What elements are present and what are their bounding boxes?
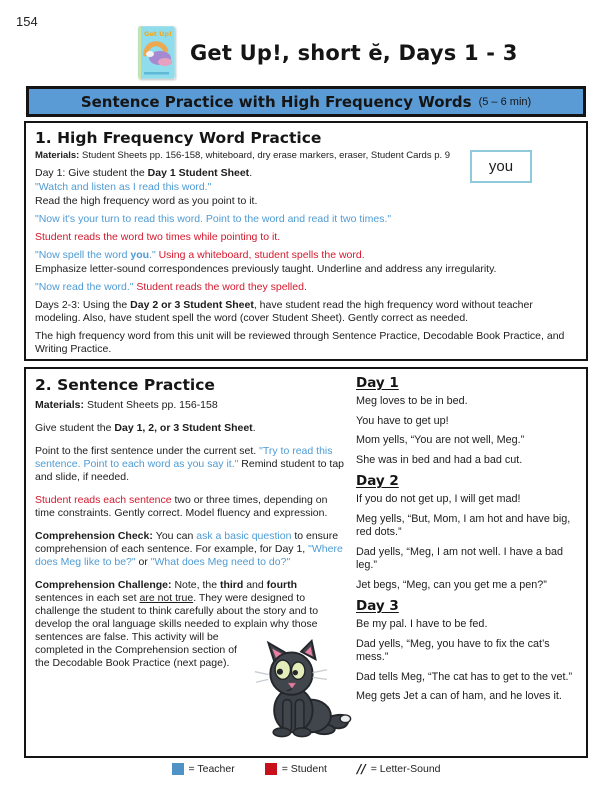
day-2-heading: Day 2 bbox=[356, 473, 399, 489]
day-2-sentence: Jet begs, “Meg, can you get me a pen?” bbox=[356, 578, 547, 591]
instruction-paragraph: Read the high frequency word as you point to it. bbox=[35, 194, 258, 207]
high-frequency-word-practice-section bbox=[24, 121, 588, 361]
section1-materials: Materials: Student Sheets pp. 156-158, whiteboard, dry erase markers, eraser, Student Cards p. 9 bbox=[35, 150, 451, 161]
instruction-paragraph: Days 2-3: Using the Day 2 or 3 Student Sheet, have student read the high frequency word without teacher modeling. Also, have student spell the word (cover Student Sheet). Gently correct as needed. bbox=[35, 298, 533, 324]
section2-materials: Materials: Student Sheets pp. 156-158 bbox=[35, 399, 218, 411]
svg-text:Get Up!: Get Up! bbox=[143, 30, 173, 38]
day-1-heading: Day 1 bbox=[356, 375, 399, 391]
legend-letter-sound-label: = Letter-Sound bbox=[370, 763, 441, 775]
section-banner bbox=[26, 86, 586, 117]
legend-teacher bbox=[172, 763, 235, 775]
letter-sound-symbol: // bbox=[356, 762, 366, 776]
day-2-sentence: Dad yells, “Meg, I am not well. I have a bad leg.” bbox=[356, 545, 564, 571]
teacher-student-line: "Now spell the word you." Using a whiteboard, student spells the word. bbox=[35, 248, 365, 261]
instruction-paragraph: Day 1: Give student the Day 1 Student Sheet. bbox=[35, 166, 253, 179]
legend-teacher-label: = Teacher bbox=[188, 763, 235, 775]
banner-title: Sentence Practice with High Frequency Words bbox=[80, 92, 472, 111]
day-3-sentence: Dad tells Meg, “The cat has to get to the vet.” bbox=[356, 670, 573, 683]
day-1-sentence: Meg loves to be in bed. bbox=[356, 395, 468, 407]
legend-student-label: = Student bbox=[281, 763, 327, 775]
day-3-sentence: Be my pal. I have to be fed. bbox=[356, 618, 488, 630]
day-2-sentence: Meg yells, “But, Mom, I am hot and have big, red dots.” bbox=[356, 512, 571, 538]
student-color-swatch bbox=[265, 763, 277, 775]
day-1-sentence: You have to get up! bbox=[356, 414, 449, 427]
page-header bbox=[138, 26, 518, 79]
page-number: 154 bbox=[16, 14, 38, 29]
day-3-sentence: Meg gets Jet a can of ham, and he loves it. bbox=[356, 690, 562, 702]
sentence-practice-instructions-column bbox=[35, 375, 347, 735]
teacher-script-line: "Now it's your turn to read this word. Point to the word and read it two times." bbox=[35, 212, 392, 225]
cat-illustration bbox=[243, 579, 347, 735]
color-legend bbox=[0, 762, 612, 776]
book-cover-icon bbox=[138, 26, 175, 79]
instruction-paragraph: Emphasize letter-sound correspondences previously taught. Underline and address any irregularity. bbox=[35, 262, 497, 275]
instruction-paragraph: Point to the first sentence under the current set. "Try to read this sentence. Point to each word as you say it." Remind student to tap and slide, if needed. bbox=[35, 445, 344, 483]
day-2-sentence: If you do not get up, I will get mad! bbox=[356, 493, 521, 505]
instruction-paragraph: The high frequency word from this unit will be reviewed through Sentence Practice, Decodable Book Practice, and Writing Practice. bbox=[35, 329, 565, 355]
banner-duration: (5 – 6 min) bbox=[478, 95, 532, 108]
instruction-paragraph: Give student the Day 1, 2, or 3 Student Sheet. bbox=[35, 422, 256, 434]
day-sentences-column bbox=[356, 373, 578, 710]
day-1-sentence: Mom yells, “You are not well, Meg.” bbox=[356, 434, 525, 446]
section2-heading: 2. Sentence Practice bbox=[35, 376, 215, 394]
section1-heading: 1. High Frequency Word Practice bbox=[35, 129, 322, 147]
comprehension-check-paragraph: Comprehension Check: You can ask a basic question to ensure comprehension of each sentence. For example, for Day 1, "Where does Meg like to be?" or "What does Meg need to do?" bbox=[35, 530, 343, 568]
day-1-sentence: She was in bed and had a bad cut. bbox=[356, 453, 523, 466]
teacher-script-line: "Watch and listen as I read this word." bbox=[35, 180, 212, 193]
comprehension-challenge-paragraph: Comprehension Challenge: Note, the third and fourth sentences in each set are not true. They were designed to challenge the student to think carefully about the story and to develop the oral language skills needed to explain why those sentences are false. This activity will be completed in the Comprehension section of the Decodable Book Practice (next page). bbox=[35, 579, 347, 670]
high-frequency-word-card: you bbox=[470, 150, 532, 183]
teacher-student-line: "Now read the word." Student reads the word they spelled. bbox=[35, 280, 307, 293]
student-action-line: Student reads the word two times while pointing to it. bbox=[35, 230, 281, 243]
sentence-practice-section bbox=[24, 367, 588, 758]
page-title: Get Up!, short ĕ, Days 1 - 3 bbox=[190, 40, 518, 65]
day-3-sentence: Dad yells, “Meg, you have to fix the cat’s mess.” bbox=[356, 637, 550, 663]
legend-student bbox=[265, 763, 327, 775]
day-3-heading: Day 3 bbox=[356, 598, 399, 614]
legend-letter-sound bbox=[357, 762, 441, 776]
student-action-line: Student reads each sentence two or three times, depending on time constraints. Gently correct. Model fluency and expression. bbox=[35, 494, 328, 519]
teacher-color-swatch bbox=[172, 763, 184, 775]
